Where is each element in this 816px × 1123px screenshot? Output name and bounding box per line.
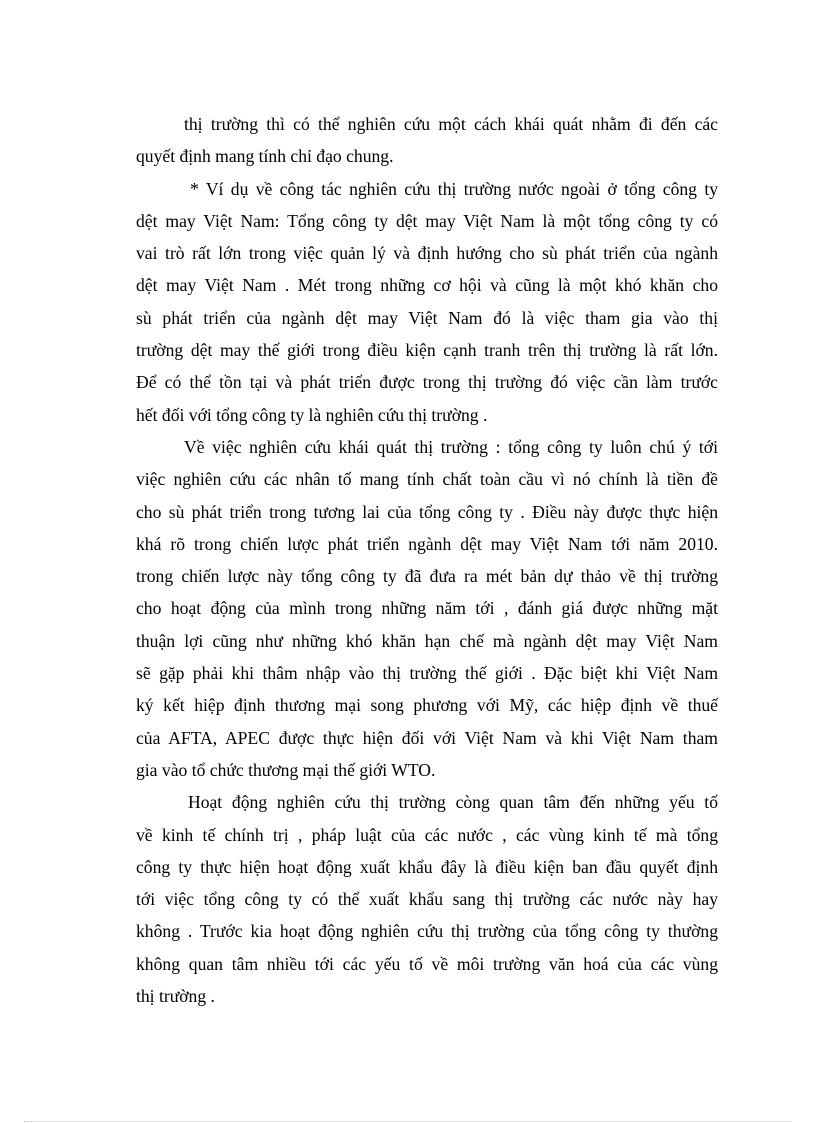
text-line: Về việc nghiên cứu khái quát thị trường : tổng công ty luôn chú ý tới <box>184 436 718 457</box>
text-line: thị trường . <box>136 986 215 1007</box>
text-line: công ty thực hiện hoạt động xuất khẩu đây là điều kiện ban đầu quyết định <box>136 856 718 877</box>
text-line: trường dệt may thế giới trong điều kiện cạnh tranh trên thị trường là rất lớn. <box>136 340 718 361</box>
text-line: cho sù phát triển trong tương lai của tổng công ty . Điều này được thực hiện <box>136 501 718 522</box>
text-line: vai trò rất lớn trong việc quản lý và định hướng cho sù phát triển của ngành <box>136 243 718 264</box>
text-line: thị trường thì có thể nghiên cứu một cách khái quát nhằm đi đến các <box>184 114 718 134</box>
text-line: Hoạt động nghiên cứu thị trường còng quan tâm đến những yếu tố <box>188 792 718 813</box>
text-line: sẽ gặp phải khi thâm nhập vào thị trường thế giới . Đặc biệt khi Việt Nam <box>136 663 718 684</box>
text-line: hết đối với tổng công ty là nghiên cứu thị trường . <box>136 404 488 425</box>
text-line: về kinh tế chính trị , pháp luật của các nước , các vùng kinh tế mà tổng <box>136 824 718 845</box>
text-line: dệt may Việt Nam: Tổng công ty dệt may Việt Nam là một tổng công ty có <box>136 210 718 231</box>
text-line: khá rõ trong chiến lược phát triển ngành dệt may Việt Nam tới năm 2010. <box>136 533 718 554</box>
text-line: cho hoạt động của mình trong những năm tới , đánh giá được những mặt <box>136 598 718 619</box>
text-line: tới việc tổng công ty có thể xuất khẩu sang thị trường các nước này hay <box>136 889 718 910</box>
text-line: * Ví dụ về công tác nghiên cứu thị trường nước ngoài ở tổng công ty <box>190 178 718 199</box>
text-line: không . Trước kia hoạt động nghiên cứu thị trường của tổng công ty thường <box>136 921 718 942</box>
text-line: việc nghiên cứu các nhân tố mang tính chất toàn cầu vì nó chính là tiền đề <box>136 469 718 490</box>
page-bottom-divider <box>24 1121 792 1122</box>
text-line: của AFTA, APEC được thực hiện đối với Việt Nam và khi Việt Nam tham <box>136 727 718 748</box>
body-text <box>136 108 718 1012</box>
text-line: quyết định mang tính chỉ đạo chung. <box>136 146 394 167</box>
text-line: trong chiến lược này tổng công ty đã đưa ra mét bản dự thảo về thị trường <box>136 566 718 587</box>
text-line: gia vào tổ chức thương mại thế giới WTO. <box>136 759 436 780</box>
text-line: Để có thể tồn tại và phát triển được trong thị trường đó việc cần làm trước <box>136 372 718 393</box>
text-line: không quan tâm nhiều tới các yếu tố về môi trường văn hoá của các vùng <box>136 953 718 974</box>
text-line: thuận lợi cũng như những khó khăn hạn chế mà ngành dệt may Việt Nam <box>136 630 718 651</box>
text-line: sù phát triển của ngành dệt may Việt Nam đó là việc tham gia vào thị <box>136 307 718 328</box>
text-line: dệt may Việt Nam . Mét trong những cơ hội và cũng là một khó khăn cho <box>136 275 718 296</box>
text-line: ký kết hiệp định thương mại song phương với Mỹ, các hiệp định về thuế <box>136 695 718 716</box>
